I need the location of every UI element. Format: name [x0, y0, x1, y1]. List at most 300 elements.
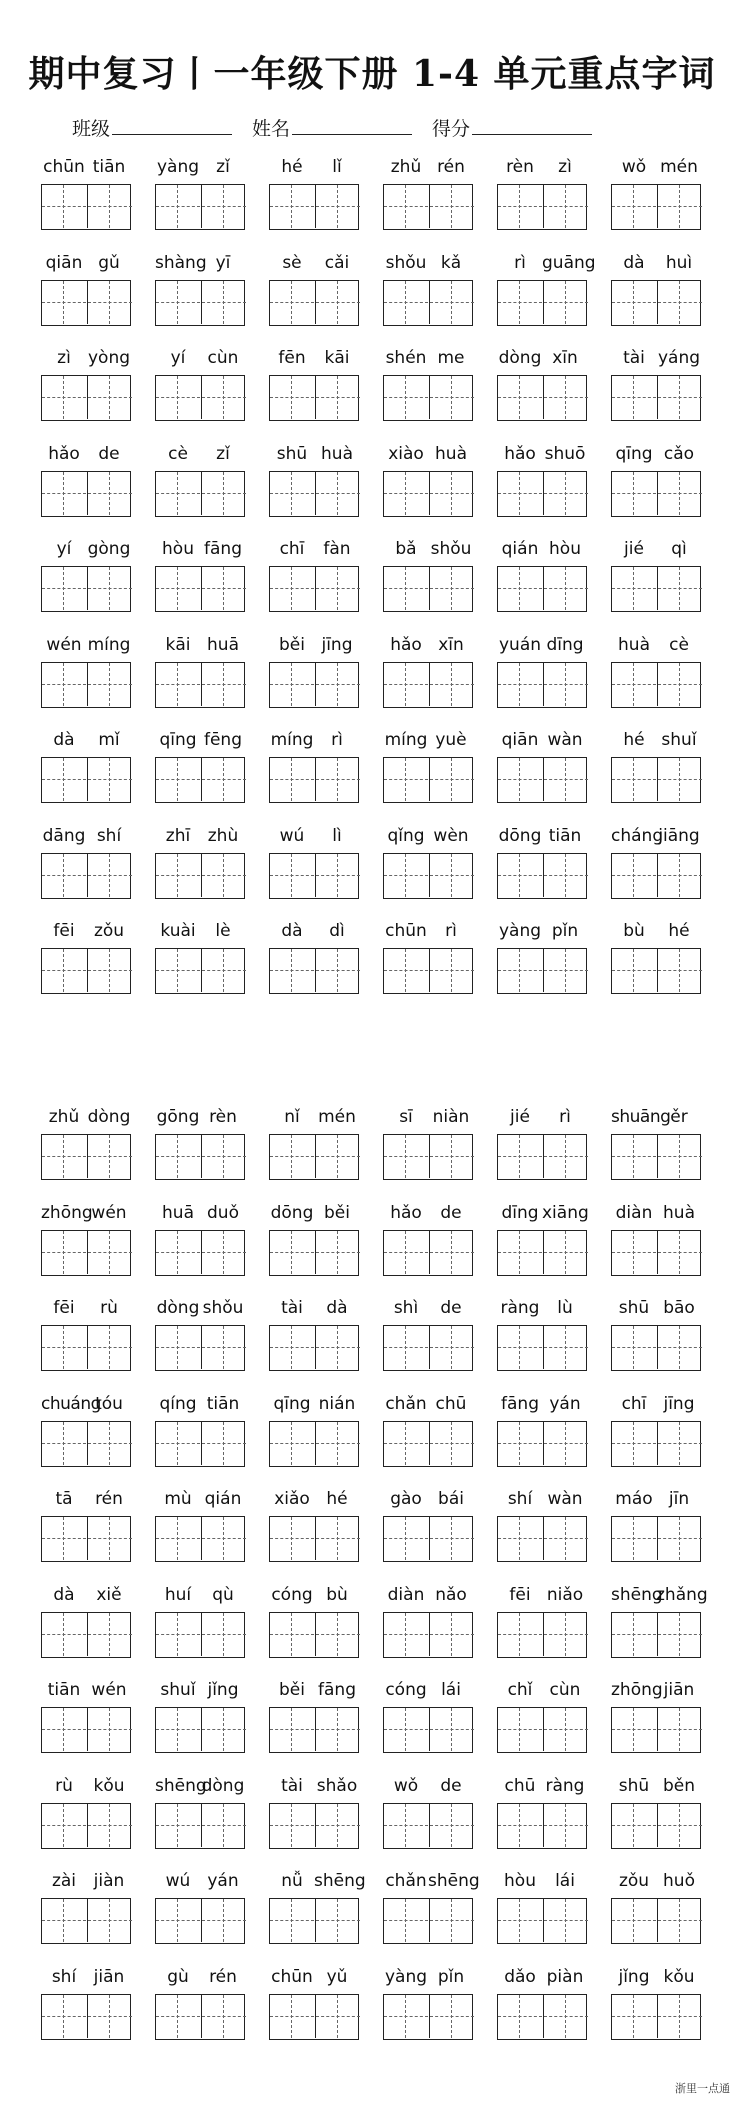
tian-grid-cell[interactable] [201, 1708, 246, 1751]
writing-box[interactable] [41, 184, 131, 230]
writing-box[interactable] [611, 1325, 701, 1371]
tian-grid-cell[interactable] [384, 1231, 428, 1274]
writing-box[interactable] [269, 566, 359, 612]
tian-grid-cell[interactable] [270, 567, 314, 610]
writing-box[interactable] [497, 1230, 587, 1276]
writing-box[interactable] [41, 1994, 131, 2040]
writing-box[interactable] [497, 566, 587, 612]
writing-box[interactable] [155, 1898, 245, 1944]
tian-grid-cell[interactable] [612, 1422, 656, 1465]
tian-grid-cell[interactable] [498, 1231, 542, 1274]
tian-grid-cell[interactable] [42, 758, 86, 801]
tian-grid-cell[interactable] [612, 1804, 656, 1847]
writing-box[interactable] [269, 375, 359, 421]
tian-grid-cell[interactable] [201, 758, 246, 801]
tian-grid-cell[interactable] [429, 1326, 474, 1369]
tian-grid-cell[interactable] [384, 1899, 428, 1942]
writing-box[interactable] [383, 1421, 473, 1467]
tian-grid-cell[interactable] [42, 1517, 86, 1560]
tian-grid-cell[interactable] [543, 1804, 588, 1847]
writing-box[interactable] [383, 853, 473, 899]
tian-grid-cell[interactable] [429, 1422, 474, 1465]
tian-grid-cell[interactable] [429, 1708, 474, 1751]
writing-box[interactable] [155, 1230, 245, 1276]
tian-grid-cell[interactable] [429, 854, 474, 897]
writing-box[interactable] [611, 1898, 701, 1944]
tian-grid-cell[interactable] [657, 1231, 702, 1274]
tian-grid-cell[interactable] [87, 663, 132, 706]
tian-grid-cell[interactable] [498, 758, 542, 801]
tian-grid-cell[interactable] [498, 1613, 542, 1656]
writing-box[interactable] [611, 853, 701, 899]
tian-grid-cell[interactable] [543, 1708, 588, 1751]
tian-grid-cell[interactable] [87, 1995, 132, 2038]
score-field[interactable] [432, 114, 592, 141]
tian-grid-cell[interactable] [201, 1231, 246, 1274]
tian-grid-cell[interactable] [87, 1422, 132, 1465]
tian-grid-cell[interactable] [498, 1422, 542, 1465]
writing-box[interactable] [497, 662, 587, 708]
tian-grid-cell[interactable] [429, 185, 474, 228]
tian-grid-cell[interactable] [156, 472, 200, 515]
tian-grid-cell[interactable] [201, 949, 246, 992]
tian-grid-cell[interactable] [156, 1804, 200, 1847]
tian-grid-cell[interactable] [42, 281, 86, 324]
tian-grid-cell[interactable] [42, 1422, 86, 1465]
tian-grid-cell[interactable] [498, 376, 542, 419]
writing-box[interactable] [383, 184, 473, 230]
writing-box[interactable] [383, 1134, 473, 1180]
tian-grid-cell[interactable] [42, 1899, 86, 1942]
tian-grid-cell[interactable] [429, 1613, 474, 1656]
tian-grid-cell[interactable] [87, 185, 132, 228]
writing-box[interactable] [41, 1325, 131, 1371]
tian-grid-cell[interactable] [498, 1708, 542, 1751]
tian-grid-cell[interactable] [543, 1422, 588, 1465]
tian-grid-cell[interactable] [42, 1995, 86, 2038]
tian-grid-cell[interactable] [543, 949, 588, 992]
tian-grid-cell[interactable] [543, 758, 588, 801]
tian-grid-cell[interactable] [201, 1517, 246, 1560]
writing-box[interactable] [611, 280, 701, 326]
tian-grid-cell[interactable] [42, 1135, 86, 1178]
tian-grid-cell[interactable] [42, 1613, 86, 1656]
writing-box[interactable] [497, 280, 587, 326]
tian-grid-cell[interactable] [42, 1708, 86, 1751]
tian-grid-cell[interactable] [201, 1326, 246, 1369]
tian-grid-cell[interactable] [270, 472, 314, 515]
tian-grid-cell[interactable] [201, 1899, 246, 1942]
writing-box[interactable] [155, 948, 245, 994]
tian-grid-cell[interactable] [384, 1613, 428, 1656]
writing-box[interactable] [41, 1612, 131, 1658]
tian-grid-cell[interactable] [543, 1995, 588, 2038]
tian-grid-cell[interactable] [384, 758, 428, 801]
score-blank[interactable] [472, 118, 592, 135]
writing-box[interactable] [269, 662, 359, 708]
tian-grid-cell[interactable] [498, 1804, 542, 1847]
tian-grid-cell[interactable] [429, 663, 474, 706]
tian-grid-cell[interactable] [612, 949, 656, 992]
tian-grid-cell[interactable] [657, 567, 702, 610]
tian-grid-cell[interactable] [657, 1422, 702, 1465]
writing-box[interactable] [269, 1421, 359, 1467]
tian-grid-cell[interactable] [87, 854, 132, 897]
tian-grid-cell[interactable] [201, 472, 246, 515]
tian-grid-cell[interactable] [657, 1995, 702, 2038]
tian-grid-cell[interactable] [42, 472, 86, 515]
tian-grid-cell[interactable] [612, 854, 656, 897]
writing-box[interactable] [383, 1898, 473, 1944]
tian-grid-cell[interactable] [87, 281, 132, 324]
writing-box[interactable] [383, 1230, 473, 1276]
tian-grid-cell[interactable] [384, 376, 428, 419]
class-blank[interactable] [112, 118, 232, 135]
tian-grid-cell[interactable] [315, 1995, 360, 2038]
tian-grid-cell[interactable] [201, 1613, 246, 1656]
writing-box[interactable] [41, 280, 131, 326]
writing-box[interactable] [41, 375, 131, 421]
writing-box[interactable] [611, 757, 701, 803]
tian-grid-cell[interactable] [270, 854, 314, 897]
tian-grid-cell[interactable] [270, 281, 314, 324]
tian-grid-cell[interactable] [612, 1135, 656, 1178]
writing-box[interactable] [155, 1707, 245, 1753]
writing-box[interactable] [611, 471, 701, 517]
tian-grid-cell[interactable] [315, 376, 360, 419]
tian-grid-cell[interactable] [384, 185, 428, 228]
tian-grid-cell[interactable] [201, 1804, 246, 1847]
writing-box[interactable] [497, 1707, 587, 1753]
tian-grid-cell[interactable] [429, 1804, 474, 1847]
tian-grid-cell[interactable] [657, 1517, 702, 1560]
tian-grid-cell[interactable] [429, 1517, 474, 1560]
tian-grid-cell[interactable] [87, 1613, 132, 1656]
tian-grid-cell[interactable] [657, 854, 702, 897]
tian-grid-cell[interactable] [315, 949, 360, 992]
writing-box[interactable] [497, 1134, 587, 1180]
writing-box[interactable] [269, 1325, 359, 1371]
writing-box[interactable] [383, 566, 473, 612]
tian-grid-cell[interactable] [315, 1899, 360, 1942]
tian-grid-cell[interactable] [315, 1517, 360, 1560]
writing-box[interactable] [269, 1516, 359, 1562]
writing-box[interactable] [497, 1898, 587, 1944]
writing-box[interactable] [155, 1994, 245, 2040]
tian-grid-cell[interactable] [156, 1613, 200, 1656]
writing-box[interactable] [41, 1230, 131, 1276]
tian-grid-cell[interactable] [657, 1135, 702, 1178]
tian-grid-cell[interactable] [315, 1613, 360, 1656]
writing-box[interactable] [41, 662, 131, 708]
tian-grid-cell[interactable] [270, 1517, 314, 1560]
writing-box[interactable] [269, 948, 359, 994]
writing-box[interactable] [383, 1994, 473, 2040]
tian-grid-cell[interactable] [201, 1135, 246, 1178]
writing-box[interactable] [155, 853, 245, 899]
tian-grid-cell[interactable] [156, 663, 200, 706]
tian-grid-cell[interactable] [498, 949, 542, 992]
tian-grid-cell[interactable] [156, 567, 200, 610]
tian-grid-cell[interactable] [42, 1326, 86, 1369]
tian-grid-cell[interactable] [270, 663, 314, 706]
tian-grid-cell[interactable] [315, 758, 360, 801]
writing-box[interactable] [155, 1134, 245, 1180]
tian-grid-cell[interactable] [384, 281, 428, 324]
tian-grid-cell[interactable] [498, 1995, 542, 2038]
writing-box[interactable] [611, 948, 701, 994]
tian-grid-cell[interactable] [612, 758, 656, 801]
tian-grid-cell[interactable] [429, 1899, 474, 1942]
writing-box[interactable] [497, 1325, 587, 1371]
tian-grid-cell[interactable] [156, 376, 200, 419]
tian-grid-cell[interactable] [87, 1899, 132, 1942]
writing-box[interactable] [41, 1803, 131, 1849]
tian-grid-cell[interactable] [429, 376, 474, 419]
writing-box[interactable] [41, 757, 131, 803]
tian-grid-cell[interactable] [429, 949, 474, 992]
writing-box[interactable] [383, 1325, 473, 1371]
tian-grid-cell[interactable] [543, 1231, 588, 1274]
tian-grid-cell[interactable] [156, 1231, 200, 1274]
tian-grid-cell[interactable] [612, 1899, 656, 1942]
tian-grid-cell[interactable] [657, 1804, 702, 1847]
writing-box[interactable] [611, 1230, 701, 1276]
tian-grid-cell[interactable] [315, 472, 360, 515]
tian-grid-cell[interactable] [384, 949, 428, 992]
writing-box[interactable] [383, 471, 473, 517]
tian-grid-cell[interactable] [543, 854, 588, 897]
tian-grid-cell[interactable] [315, 1326, 360, 1369]
writing-box[interactable] [269, 1994, 359, 2040]
writing-box[interactable] [269, 184, 359, 230]
writing-box[interactable] [155, 471, 245, 517]
tian-grid-cell[interactable] [156, 854, 200, 897]
tian-grid-cell[interactable] [429, 1995, 474, 2038]
tian-grid-cell[interactable] [156, 281, 200, 324]
tian-grid-cell[interactable] [270, 949, 314, 992]
writing-box[interactable] [497, 1803, 587, 1849]
writing-box[interactable] [41, 1516, 131, 1562]
tian-grid-cell[interactable] [543, 472, 588, 515]
writing-box[interactable] [155, 757, 245, 803]
tian-grid-cell[interactable] [201, 185, 246, 228]
class-field[interactable] [72, 114, 232, 141]
tian-grid-cell[interactable] [270, 376, 314, 419]
tian-grid-cell[interactable] [498, 472, 542, 515]
writing-box[interactable] [41, 1707, 131, 1753]
writing-box[interactable] [269, 1134, 359, 1180]
tian-grid-cell[interactable] [270, 1326, 314, 1369]
tian-grid-cell[interactable] [42, 854, 86, 897]
writing-box[interactable] [155, 566, 245, 612]
tian-grid-cell[interactable] [657, 663, 702, 706]
writing-box[interactable] [155, 1803, 245, 1849]
tian-grid-cell[interactable] [315, 1708, 360, 1751]
tian-grid-cell[interactable] [156, 1517, 200, 1560]
writing-box[interactable] [611, 1134, 701, 1180]
writing-box[interactable] [611, 1994, 701, 2040]
tian-grid-cell[interactable] [270, 1899, 314, 1942]
tian-grid-cell[interactable] [429, 1135, 474, 1178]
tian-grid-cell[interactable] [87, 1708, 132, 1751]
tian-grid-cell[interactable] [42, 949, 86, 992]
tian-grid-cell[interactable] [543, 185, 588, 228]
tian-grid-cell[interactable] [657, 1326, 702, 1369]
tian-grid-cell[interactable] [543, 281, 588, 324]
tian-grid-cell[interactable] [315, 567, 360, 610]
tian-grid-cell[interactable] [87, 1326, 132, 1369]
writing-box[interactable] [155, 1421, 245, 1467]
tian-grid-cell[interactable] [315, 854, 360, 897]
tian-grid-cell[interactable] [270, 758, 314, 801]
writing-box[interactable] [269, 1898, 359, 1944]
tian-grid-cell[interactable] [87, 472, 132, 515]
writing-box[interactable] [497, 1994, 587, 2040]
tian-grid-cell[interactable] [87, 1135, 132, 1178]
writing-box[interactable] [611, 375, 701, 421]
tian-grid-cell[interactable] [87, 1804, 132, 1847]
tian-grid-cell[interactable] [384, 1708, 428, 1751]
tian-grid-cell[interactable] [201, 376, 246, 419]
tian-grid-cell[interactable] [657, 1613, 702, 1656]
tian-grid-cell[interactable] [429, 758, 474, 801]
tian-grid-cell[interactable] [156, 1995, 200, 2038]
tian-grid-cell[interactable] [498, 281, 542, 324]
writing-box[interactable] [611, 184, 701, 230]
tian-grid-cell[interactable] [384, 1804, 428, 1847]
writing-box[interactable] [497, 757, 587, 803]
tian-grid-cell[interactable] [384, 1995, 428, 2038]
tian-grid-cell[interactable] [270, 185, 314, 228]
tian-grid-cell[interactable] [315, 1804, 360, 1847]
writing-box[interactable] [383, 1516, 473, 1562]
tian-grid-cell[interactable] [657, 949, 702, 992]
tian-grid-cell[interactable] [270, 1231, 314, 1274]
tian-grid-cell[interactable] [543, 1613, 588, 1656]
tian-grid-cell[interactable] [201, 281, 246, 324]
writing-box[interactable] [611, 662, 701, 708]
tian-grid-cell[interactable] [87, 1231, 132, 1274]
writing-box[interactable] [155, 1325, 245, 1371]
tian-grid-cell[interactable] [612, 1995, 656, 2038]
writing-box[interactable] [269, 471, 359, 517]
tian-grid-cell[interactable] [384, 1422, 428, 1465]
tian-grid-cell[interactable] [498, 1135, 542, 1178]
writing-box[interactable] [383, 1803, 473, 1849]
writing-box[interactable] [611, 1803, 701, 1849]
tian-grid-cell[interactable] [543, 1899, 588, 1942]
tian-grid-cell[interactable] [657, 1899, 702, 1942]
tian-grid-cell[interactable] [498, 663, 542, 706]
tian-grid-cell[interactable] [156, 1422, 200, 1465]
writing-box[interactable] [383, 1707, 473, 1753]
tian-grid-cell[interactable] [612, 376, 656, 419]
writing-box[interactable] [497, 184, 587, 230]
tian-grid-cell[interactable] [201, 854, 246, 897]
tian-grid-cell[interactable] [498, 185, 542, 228]
tian-grid-cell[interactable] [156, 949, 200, 992]
tian-grid-cell[interactable] [612, 1231, 656, 1274]
tian-grid-cell[interactable] [315, 1231, 360, 1274]
tian-grid-cell[interactable] [201, 567, 246, 610]
writing-box[interactable] [497, 375, 587, 421]
tian-grid-cell[interactable] [429, 1231, 474, 1274]
tian-grid-cell[interactable] [429, 281, 474, 324]
writing-box[interactable] [497, 1612, 587, 1658]
tian-grid-cell[interactable] [612, 472, 656, 515]
tian-grid-cell[interactable] [270, 1422, 314, 1465]
writing-box[interactable] [155, 1612, 245, 1658]
writing-box[interactable] [269, 1707, 359, 1753]
writing-box[interactable] [611, 1612, 701, 1658]
writing-box[interactable] [269, 1612, 359, 1658]
writing-box[interactable] [41, 948, 131, 994]
tian-grid-cell[interactable] [87, 758, 132, 801]
tian-grid-cell[interactable] [384, 472, 428, 515]
tian-grid-cell[interactable] [384, 1135, 428, 1178]
tian-grid-cell[interactable] [156, 1326, 200, 1369]
name-field[interactable] [252, 114, 412, 141]
tian-grid-cell[interactable] [87, 1517, 132, 1560]
tian-grid-cell[interactable] [612, 1326, 656, 1369]
tian-grid-cell[interactable] [429, 472, 474, 515]
tian-grid-cell[interactable] [87, 949, 132, 992]
writing-box[interactable] [383, 1612, 473, 1658]
writing-box[interactable] [269, 853, 359, 899]
name-blank[interactable] [292, 118, 412, 135]
writing-box[interactable] [383, 757, 473, 803]
tian-grid-cell[interactable] [498, 854, 542, 897]
writing-box[interactable] [155, 1516, 245, 1562]
tian-grid-cell[interactable] [543, 567, 588, 610]
tian-grid-cell[interactable] [657, 472, 702, 515]
tian-grid-cell[interactable] [270, 1135, 314, 1178]
tian-grid-cell[interactable] [384, 567, 428, 610]
writing-box[interactable] [611, 1421, 701, 1467]
tian-grid-cell[interactable] [612, 185, 656, 228]
tian-grid-cell[interactable] [42, 663, 86, 706]
writing-box[interactable] [497, 948, 587, 994]
tian-grid-cell[interactable] [612, 567, 656, 610]
writing-box[interactable] [383, 948, 473, 994]
writing-box[interactable] [269, 1230, 359, 1276]
tian-grid-cell[interactable] [315, 1422, 360, 1465]
tian-grid-cell[interactable] [270, 1613, 314, 1656]
tian-grid-cell[interactable] [384, 854, 428, 897]
writing-box[interactable] [497, 471, 587, 517]
writing-box[interactable] [611, 566, 701, 612]
writing-box[interactable] [611, 1707, 701, 1753]
tian-grid-cell[interactable] [201, 1422, 246, 1465]
tian-grid-cell[interactable] [543, 1517, 588, 1560]
tian-grid-cell[interactable] [42, 185, 86, 228]
tian-grid-cell[interactable] [87, 567, 132, 610]
writing-box[interactable] [41, 1898, 131, 1944]
tian-grid-cell[interactable] [612, 1613, 656, 1656]
tian-grid-cell[interactable] [657, 376, 702, 419]
writing-box[interactable] [41, 853, 131, 899]
writing-box[interactable] [155, 184, 245, 230]
tian-grid-cell[interactable] [42, 567, 86, 610]
tian-grid-cell[interactable] [201, 663, 246, 706]
tian-grid-cell[interactable] [384, 663, 428, 706]
writing-box[interactable] [155, 662, 245, 708]
tian-grid-cell[interactable] [498, 567, 542, 610]
tian-grid-cell[interactable] [156, 1135, 200, 1178]
writing-box[interactable] [269, 757, 359, 803]
writing-box[interactable] [497, 853, 587, 899]
